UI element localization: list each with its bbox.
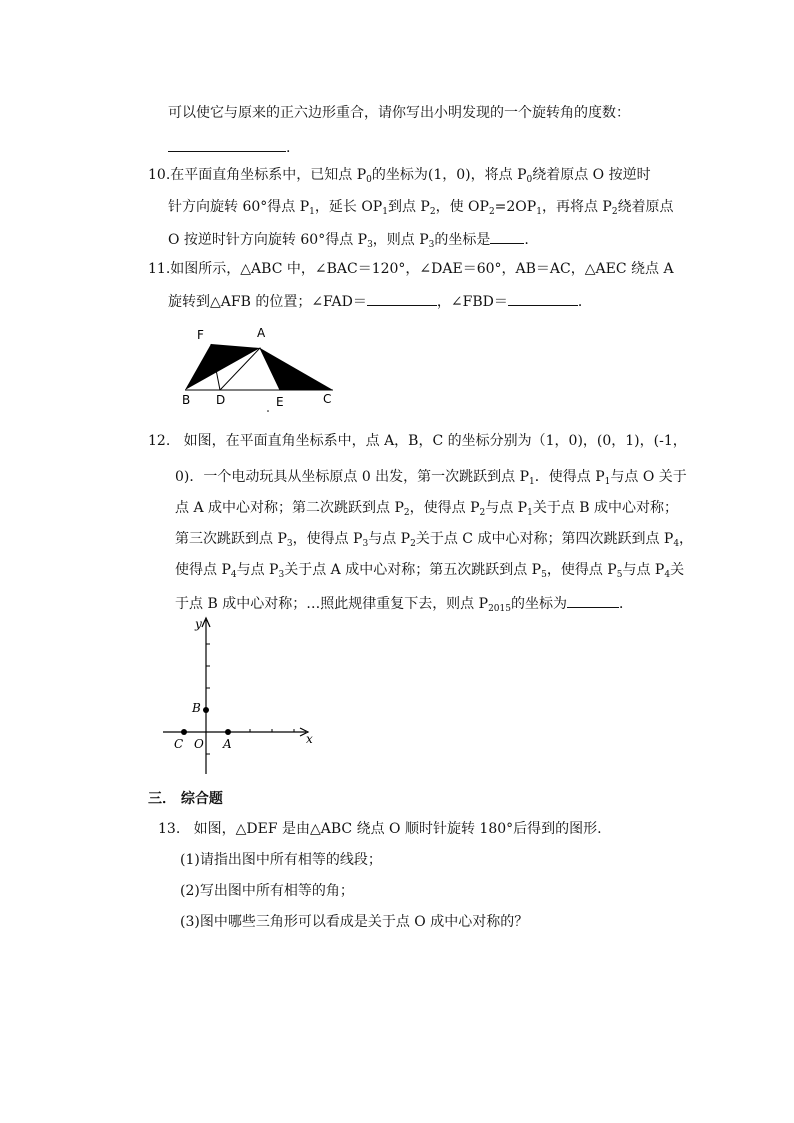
label-f: F: [197, 328, 204, 342]
q11-line2: 旋转到△AFB 的位置；∠FAD＝ ，∠FBD＝ ．: [168, 291, 592, 311]
label-y: y: [195, 617, 202, 631]
section-heading: 三． 综合题: [148, 791, 223, 807]
q10-line2: 针方向旋转 60°得点 $P_1$，延长 $OP_1$到点 $P_2$，使 $OP_2=2OP_1$，再将点 $P_2$绕着原点: [168, 199, 674, 217]
question-number: 13.: [158, 821, 181, 837]
point-c: [181, 729, 187, 735]
label-c: C: [323, 392, 332, 406]
label-c: C: [174, 737, 184, 751]
question-number: 11.: [148, 261, 171, 277]
stray-dot: [267, 410, 269, 412]
label-a: A: [257, 326, 266, 340]
q12-line4: 第三次跳跃到点 $P_3$，使得点 $P_3$与点 $P_2$关于点 C 成中心对称；第四次跳跃到点 $P_4$，: [175, 531, 694, 549]
answer-blank[interactable]: [567, 593, 619, 608]
q10-line1: 10.在平面直角坐标系中，已知点 $P_0$的坐标为(1，0)，将点 $P_0$绕着原点 O 按逆时: [148, 167, 651, 185]
q12-line6: 于点 B 成中心对称；…照此规律重复下去，则点 $P_{2015}$的坐标为 ．: [175, 593, 633, 613]
point-a: [225, 729, 231, 735]
label-b: B: [192, 701, 201, 715]
q13-part2: (2)写出图中所有相等的角；: [180, 883, 354, 899]
label-e: E: [276, 395, 284, 409]
answer-blank[interactable]: [168, 137, 286, 152]
label-a: A: [223, 737, 232, 751]
q12-line3: 点 A 成中心对称；第二次跳跃到点 $P_2$，使得点 $P_2$与点 $P_1$关于点 B 成中心对称；: [175, 500, 679, 518]
label-d: D: [216, 393, 226, 407]
q11-line1: 11.如图所示，△ABC 中，∠BAC＝120°，∠DAE＝60°，AB＝AC，△AEC 绕点 A: [148, 261, 674, 277]
prev-answer-line: .: [168, 137, 290, 157]
label-b: B: [182, 393, 191, 407]
q10-line3: O 按逆时针方向旋转 60°得点 $P_3$，则点 $P_3$的坐标是 .: [168, 229, 529, 249]
label-x: x: [306, 732, 313, 746]
answer-blank-fbd[interactable]: [508, 291, 578, 306]
q12-line2: 0)．一个电动玩具从坐标原点 0 出发，第一次跳跃到点 $P_1$．使得点 $P_1$与点 O 关于: [175, 469, 687, 487]
prev-question-line: 可以使它与原来的正六边形重合，请你写出小明发现的一个旋转角的度数：: [168, 105, 630, 121]
q13-line1: 13. 如图，△DEF 是由△ABC 绕点 O 顺时针旋转 180°后得到的图形.: [158, 821, 602, 837]
q11-triangle-figure: [175, 320, 345, 415]
q12-coordinate-figure: [160, 612, 320, 782]
q13-part3: (3)图中哪些三角形可以看成是关于点 O 成中心对称的？: [180, 914, 529, 930]
point-b: [203, 707, 209, 713]
answer-blank[interactable]: [490, 229, 524, 244]
label-o: O: [194, 737, 204, 751]
q13-part1: (1)请指出图中所有相等的线段；: [180, 852, 382, 868]
question-number: 12.: [148, 433, 171, 449]
answer-blank-fad[interactable]: [367, 291, 437, 306]
q12-line1: 12. 如图，在平面直角坐标系中，点 A，B，C 的坐标分别为（1，0)，(0，1)，(-1，: [148, 433, 687, 449]
q12-line5: 使得点 $P_4$与点 $P_3$关于点 A 成中心对称；第五次跳跃到点 $P_5$，使得点 $P_5$与点 $P_4$关: [175, 562, 685, 580]
question-number: 10.: [148, 167, 171, 183]
